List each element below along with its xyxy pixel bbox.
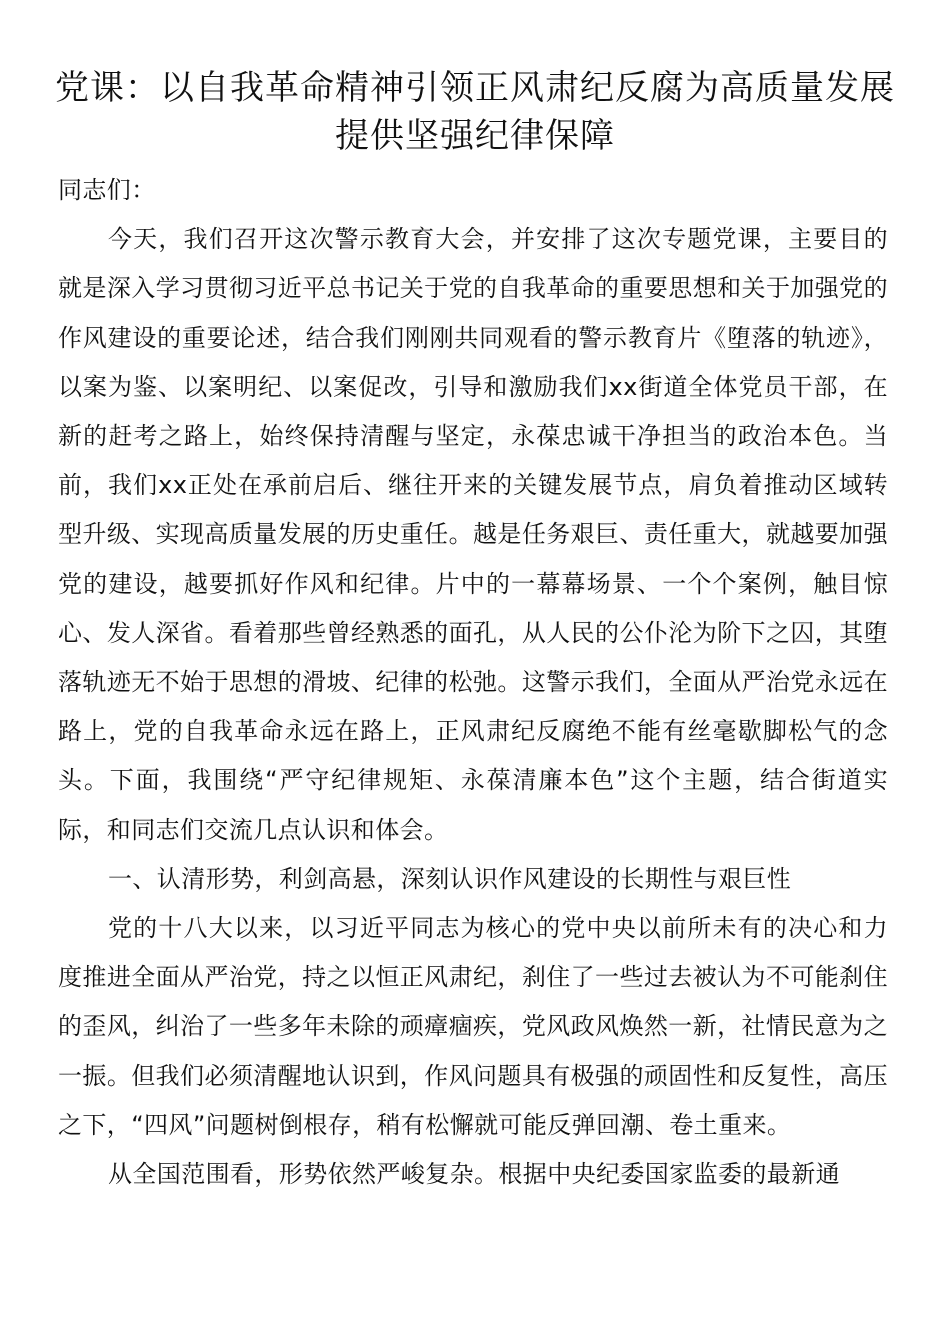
paragraph-intro: 今天，我们召开这次警示教育大会，并安排了这次专题党课，主要目的就是深入学习贯彻习近平总书记关于党的自我革命的重要思想和关于加强党的作风建设的重要论述，结合我们刚刚共同观看的警示教育片《堕落的轨迹》，以案为鉴、以案明纪、以案促改，引导和激励我们xx街道全体党员干部，在新的赶考之路上，始终保持清醒与坚定，永葆忠诚干净担当的政治本色。当前，我们xx正处在承前启后、继往开来的关键发展节点，肩负着推动区域转型升级、实现高质量发展的历史重任。越是任务艰巨、责任重大，就越要加强党的建设，越要抓好作风和纪律。片中的一幕幕场景、一个个案例，触目惊心、发人深省。看着那些曾经熟悉的面孔，从人民的公仆沦为阶下之囚，其堕落轨迹无不始于思想的滑坡、纪律的松弛。这警示我们，全面从严治党永远在路上，党的自我革命永远在路上，正风肃纪反腐绝不能有丝毫歇脚松气的念头。下面，我围绕“严守纪律规矩、永葆清廉本色”这个主题，结合街道实际，和同志们交流几点认识和体会。: [58, 225, 888, 844]
document-body: [58, 166, 888, 1199]
greeting: 同志们：: [58, 176, 156, 204]
paragraph-2: 党的十八大以来，以习近平同志为核心的党中央以前所未有的决心和力度推进全面从严治党，持之以恒正风肃纪，刹住了一些过去被认为不可能刹住的歪风，纠治了一些多年未除的顽瘴痼疾，党风政风焕然一新，社情民意为之一振。但我们必须清醒地认识到，作风问题具有极强的顽固性和反复性，高压之下，“四风”问题树倒根存，稍有松懈就可能反弹回潮、卷土重来。: [58, 914, 888, 1139]
document-title: 党课：以自我革命精神引领正风肃纪反腐为高质量发展提供坚强纪律保障: [55, 68, 895, 156]
paragraph-3: 从全国范围看，形势依然严峻复杂。根据中央纪委国家监委的最新通: [108, 1160, 840, 1189]
section-heading-1: 一、认清形势，利剑高悬，深刻认识作风建设的长期性与艰巨性: [108, 864, 792, 893]
